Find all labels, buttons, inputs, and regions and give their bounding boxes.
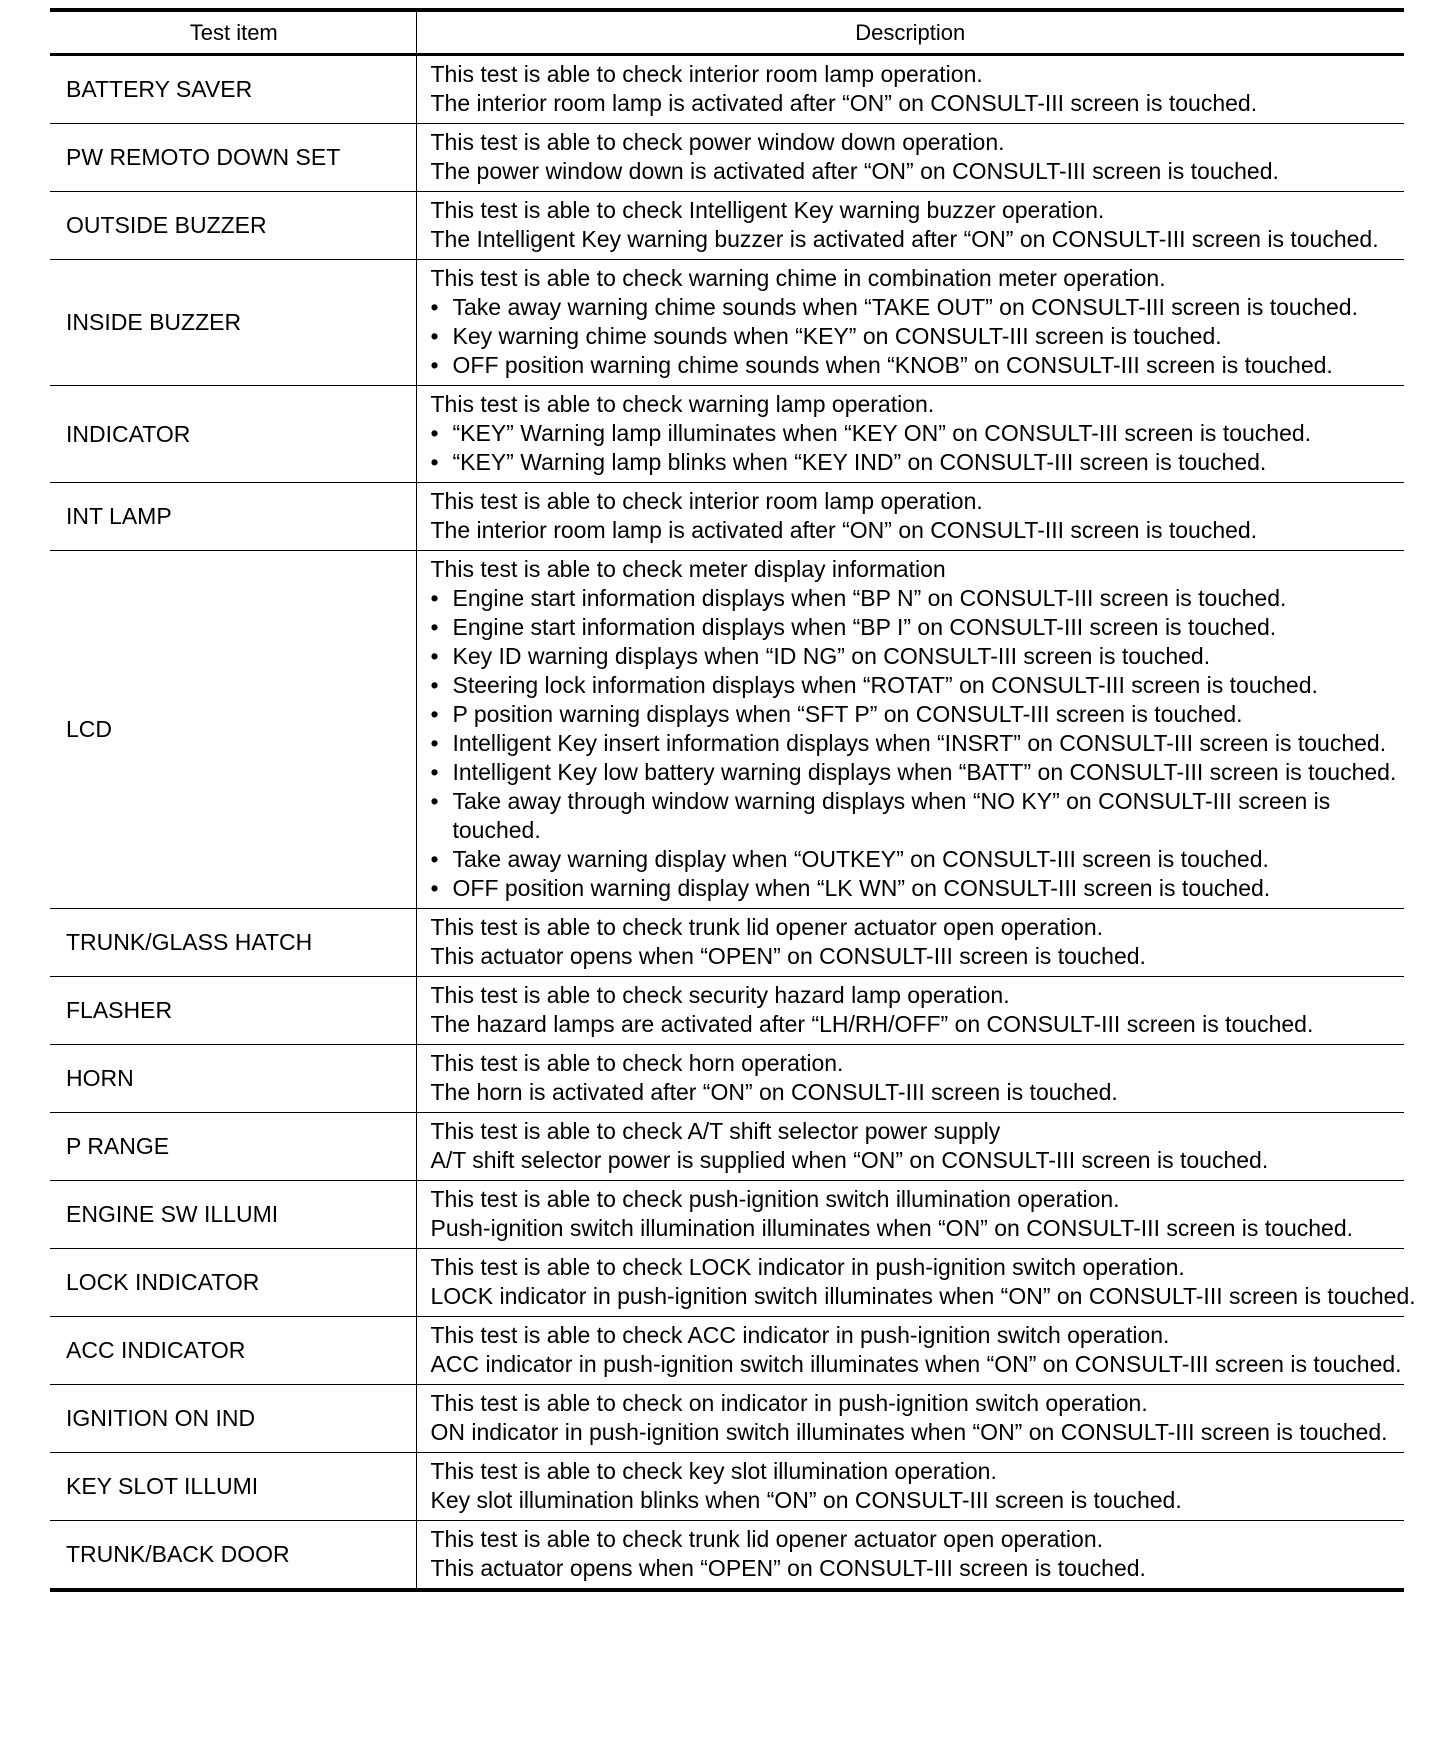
- description-line: This test is able to check A/T shift selector power supply: [430, 1118, 1001, 1144]
- bullet-text: OFF position warning display when “LK WN” on CONSULT-III screen is touched.: [452, 875, 1271, 901]
- description-cell: [416, 909, 1404, 977]
- table-row: [50, 1385, 1404, 1453]
- bullet-text: P position warning displays when “SFT P” on CONSULT-III screen is touched.: [452, 701, 1243, 727]
- table-row: [50, 1317, 1404, 1385]
- description-cell: [416, 551, 1404, 909]
- test-item-cell: INSIDE BUZZER: [50, 260, 416, 386]
- description-cell: [416, 260, 1404, 386]
- bullet-item: [431, 729, 1399, 758]
- description-line: The interior room lamp is activated after “ON” on CONSULT-III screen is touched.: [430, 517, 1258, 543]
- bullet-item: [431, 584, 1399, 613]
- description-line: This test is able to check interior room lamp operation.: [430, 61, 983, 87]
- description-line: Key slot illumination blinks when “ON” on CONSULT-III screen is touched.: [430, 1487, 1182, 1513]
- bullet-text: Engine start information displays when “BP N” on CONSULT-III screen is touched.: [452, 585, 1287, 611]
- table-row: [50, 1453, 1404, 1521]
- header-row: [50, 10, 1404, 55]
- test-item-cell: INDICATOR: [50, 386, 416, 483]
- test-item-cell: BATTERY SAVER: [50, 55, 416, 124]
- table-row: [50, 1181, 1404, 1249]
- description-line: This test is able to check trunk lid opener actuator open operation.: [430, 914, 1104, 940]
- bullet-icon: •: [430, 420, 439, 446]
- description-cell: [416, 1317, 1404, 1385]
- bullet-item: [431, 845, 1399, 874]
- test-item-cell: PW REMOTO DOWN SET: [50, 124, 416, 192]
- table-row: [50, 55, 1404, 124]
- description-line: This test is able to check LOCK indicator in push-ignition switch operation.: [430, 1254, 1185, 1280]
- header-description: Description: [416, 10, 1404, 55]
- bullet-text: OFF position warning chime sounds when “KNOB” on CONSULT-III screen is touched.: [452, 352, 1333, 378]
- test-item-cell: IGNITION ON IND: [50, 1385, 416, 1453]
- description-cell: [416, 192, 1404, 260]
- test-item-cell: P RANGE: [50, 1113, 416, 1181]
- bullet-icon: •: [430, 643, 439, 669]
- test-item-cell: LOCK INDICATOR: [50, 1249, 416, 1317]
- bullet-icon: •: [430, 788, 439, 814]
- description-cell: [416, 1249, 1416, 1317]
- description-line: This test is able to check horn operation.: [430, 1050, 844, 1076]
- test-item-cell: TRUNK/GLASS HATCH: [50, 909, 416, 977]
- bullet-icon: •: [430, 614, 439, 640]
- active-test-table: [50, 8, 1416, 1592]
- bullet-text: “KEY” Warning lamp illuminates when “KEY ON” on CONSULT-III screen is touched.: [452, 420, 1312, 446]
- bullet-text: Steering lock information displays when “ROTAT” on CONSULT-III screen is touched.: [452, 672, 1318, 698]
- bullet-item: [431, 642, 1399, 671]
- test-item-cell: HORN: [50, 1045, 416, 1113]
- description-cell: [416, 1521, 1404, 1591]
- description-line: This test is able to check meter display information: [430, 556, 946, 582]
- bullet-icon: •: [430, 294, 439, 320]
- bullet-text: Intelligent Key low battery warning displays when “BATT” on CONSULT-III screen is touched.: [452, 759, 1397, 785]
- test-item-cell: TRUNK/BACK DOOR: [50, 1521, 416, 1591]
- description-line: This test is able to check warning chime in combination meter operation.: [430, 265, 1166, 291]
- description-line: The Intelligent Key warning buzzer is activated after “ON” on CONSULT-III screen is touched.: [430, 226, 1379, 252]
- bullet-item: [431, 448, 1399, 477]
- bullet-icon: •: [430, 875, 439, 901]
- description-line: LOCK indicator in push-ignition switch illuminates when “ON” on CONSULT-III screen is touched.: [430, 1283, 1416, 1309]
- description-line: This actuator opens when “OPEN” on CONSULT-III screen is touched.: [430, 1555, 1146, 1581]
- table-row: [50, 124, 1404, 192]
- table-body: [50, 55, 1416, 1591]
- bullet-text: Intelligent Key insert information displays when “INSRT” on CONSULT-III screen is touched.: [452, 730, 1387, 756]
- bullet-text: Take away warning chime sounds when “TAKE OUT” on CONSULT-III screen is touched.: [452, 294, 1358, 320]
- description-line: The interior room lamp is activated after “ON” on CONSULT-III screen is touched.: [430, 90, 1258, 116]
- bullet-item: [431, 351, 1399, 380]
- bullet-item: [431, 758, 1399, 787]
- bullet-icon: •: [430, 449, 439, 475]
- table-row: [50, 1521, 1404, 1591]
- description-line: The power window down is activated after “ON” on CONSULT-III screen is touched.: [430, 158, 1279, 184]
- description-line: This actuator opens when “OPEN” on CONSULT-III screen is touched.: [430, 943, 1146, 969]
- header-test-item: Test item: [50, 10, 416, 55]
- bullet-icon: •: [430, 846, 439, 872]
- test-item-cell: KEY SLOT ILLUMI: [50, 1453, 416, 1521]
- test-item-cell: OUTSIDE BUZZER: [50, 192, 416, 260]
- bullet-icon: •: [430, 701, 439, 727]
- table-row: [50, 1113, 1404, 1181]
- description-line: This test is able to check key slot illumination operation.: [430, 1458, 997, 1484]
- table-row: [50, 977, 1404, 1045]
- description-line: ACC indicator in push-ignition switch illuminates when “ON” on CONSULT-III screen is touched.: [430, 1351, 1402, 1377]
- bullet-icon: •: [430, 352, 439, 378]
- table-row: [50, 192, 1404, 260]
- description-cell: [416, 1453, 1404, 1521]
- description-line: This test is able to check on indicator in push-ignition switch operation.: [430, 1390, 1148, 1416]
- bullet-item: [431, 419, 1399, 448]
- bullet-list: [431, 419, 1399, 477]
- description-line: This test is able to check interior room lamp operation.: [430, 488, 983, 514]
- table-row: [50, 260, 1404, 386]
- bullet-text: Key warning chime sounds when “KEY” on CONSULT-III screen is touched.: [452, 323, 1222, 349]
- bullet-text: Take away through window warning displays when “NO KY” on CONSULT-III screen is touched.: [452, 788, 1331, 843]
- bullet-item: [431, 613, 1399, 642]
- bullet-icon: •: [430, 759, 439, 785]
- bullet-item: [431, 787, 1399, 845]
- description-cell: [416, 977, 1404, 1045]
- bullet-text: Take away warning display when “OUTKEY” on CONSULT-III screen is touched.: [452, 846, 1269, 872]
- description-cell: [416, 1385, 1404, 1453]
- description-line: This test is able to check push-ignition switch illumination operation.: [430, 1186, 1120, 1212]
- description-cell: [416, 386, 1404, 483]
- bullet-text: Key ID warning displays when “ID NG” on CONSULT-III screen is touched.: [452, 643, 1211, 669]
- test-item-cell: LCD: [50, 551, 416, 909]
- test-item-cell: INT LAMP: [50, 483, 416, 551]
- description-cell: [416, 483, 1404, 551]
- description-cell: [416, 124, 1404, 192]
- description-line: This test is able to check Intelligent Key warning buzzer operation.: [430, 197, 1105, 223]
- bullet-item: [431, 671, 1399, 700]
- description-line: This test is able to check warning lamp operation.: [430, 391, 935, 417]
- description-line: A/T shift selector power is supplied when “ON” on CONSULT-III screen is touched.: [430, 1147, 1269, 1173]
- test-item-cell: ENGINE SW ILLUMI: [50, 1181, 416, 1249]
- description-line: Push-ignition switch illumination illuminates when “ON” on CONSULT-III screen is touched.: [430, 1215, 1354, 1241]
- bullet-list: [431, 584, 1399, 903]
- description-cell: [416, 1181, 1404, 1249]
- bullet-item: [431, 874, 1399, 903]
- bullet-icon: •: [430, 323, 439, 349]
- bullet-text: Engine start information displays when “BP I” on CONSULT-III screen is touched.: [452, 614, 1277, 640]
- description-line: ON indicator in push-ignition switch illuminates when “ON” on CONSULT-III screen is touched.: [430, 1419, 1388, 1445]
- table-row: [50, 483, 1404, 551]
- test-item-cell: ACC INDICATOR: [50, 1317, 416, 1385]
- test-item-cell: FLASHER: [50, 977, 416, 1045]
- description-line: This test is able to check trunk lid opener actuator open operation.: [430, 1526, 1104, 1552]
- table-row: [50, 1045, 1404, 1113]
- bullet-icon: •: [430, 585, 439, 611]
- description-line: The hazard lamps are activated after “LH/RH/OFF” on CONSULT-III screen is touched.: [430, 1011, 1314, 1037]
- bullet-text: “KEY” Warning lamp blinks when “KEY IND” on CONSULT-III screen is touched.: [452, 449, 1267, 475]
- table-row: [50, 1249, 1404, 1317]
- description-cell: [416, 1045, 1404, 1113]
- description-cell: [416, 1113, 1404, 1181]
- description-cell: [416, 55, 1404, 124]
- bullet-item: [431, 322, 1399, 351]
- bullet-icon: •: [430, 672, 439, 698]
- table-row: [50, 909, 1404, 977]
- description-line: This test is able to check power window down operation.: [430, 129, 1005, 155]
- description-line: This test is able to check ACC indicator in push-ignition switch operation.: [430, 1322, 1170, 1348]
- description-line: The horn is activated after “ON” on CONSULT-III screen is touched.: [430, 1079, 1118, 1105]
- bullet-icon: •: [430, 730, 439, 756]
- table-row: [50, 551, 1404, 909]
- table-row: [50, 386, 1404, 483]
- description-line: This test is able to check security hazard lamp operation.: [430, 982, 1010, 1008]
- bullet-item: [431, 293, 1399, 322]
- bullet-list: [431, 293, 1399, 380]
- bullet-item: [431, 700, 1399, 729]
